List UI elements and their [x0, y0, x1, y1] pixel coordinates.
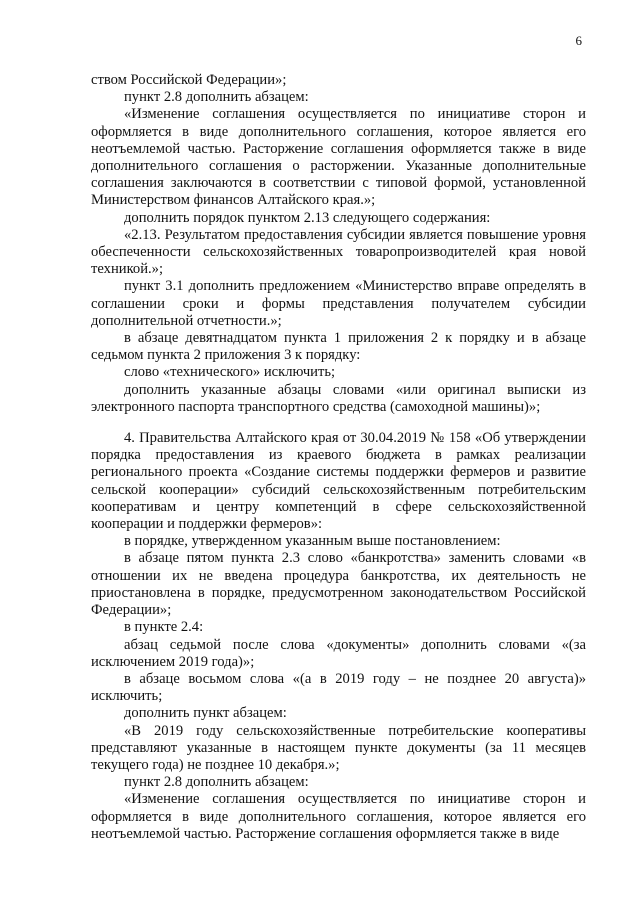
paragraph: «В 2019 году сельскохозяйственные потребительские кооперативы представляют указанные в настоящем пункте документы (за 11 месяцев текущего года) не позднее 10 декабря.»; — [91, 722, 586, 773]
paragraph: пункт 2.8 дополнить абзацем: — [124, 89, 309, 106]
paragraph: «Изменение соглашения осуществляется по инициативе сторон и оформляется в виде дополнительного соглашения, которое является его неотъемлемой частью. Расторжение соглашения оформляется также в виде дополнительного соглашения о расторжении. Указанные дополнительные соглашения заключаются в соответствии с типовой формой, установленной Министерством финансов Алтайского края.»; — [91, 106, 586, 209]
paragraph: «2.13. Результатом предоставления субсидии является повышение уровня обеспеченности сельскохозяйственных товаропроизводителей края новой техникой.»; — [91, 226, 586, 278]
paragraph: 4. Правительства Алтайского края от 30.04.2019 № 158 «Об утверждении порядка предоставления из краевого бюджета в рамках реализации регионального проекта «Создание системы поддержки фермеров и развитие сельской кооперации» субсидий сельскохозяйственным потребительским кооперативам и центру компетенций в сфере сельскохозяйственной кооперации и поддержки фермеров»: — [91, 430, 586, 533]
paragraph: дополнить порядок пунктом 2.13 следующего содержания: — [124, 209, 491, 226]
paragraph: «Изменение соглашения осуществляется по инициативе сторон и оформляется в виде дополнительного соглашения, которое является его неотъемлемой частью. Расторжение соглашения оформляется также в виде — [91, 791, 586, 842]
paragraph: пункт 3.1 дополнить предложением «Министерство вправе определять в соглашении сроки и формы представления получателем субсидии дополнительной отчетности.»; — [91, 278, 586, 329]
paragraph: в порядке, утвержденном указанным выше постановлением: — [124, 533, 501, 550]
paragraph: в абзаце девятнадцатом пункта 1 приложения 2 к порядку и в абзаце седьмом пункта 2 приложения 3 к порядку: — [91, 330, 586, 364]
document-body — [91, 72, 586, 843]
paragraph: дополнить пункт абзацем: — [124, 705, 287, 722]
paragraph: в абзаце пятом пункта 2.3 слово «банкротства» заменить словами «в отношении их не введена процедура банкротства, их деятельность не приостановлена в порядке, предусмотренном законодательством Российской Федерации»; — [91, 550, 586, 619]
paragraph: слово «технического» исключить; — [124, 364, 336, 381]
paragraph: дополнить указанные абзацы словами «или оригинал выписки из электронного паспорта транспортного средства (самоходной машины)»; — [91, 381, 586, 415]
paragraph: в пункте 2.4: — [124, 619, 204, 636]
paragraph: пункт 2.8 дополнить абзацем: — [124, 774, 309, 791]
paragraph: ством Российской Федерации»; — [91, 72, 287, 88]
page-number: 6 — [575, 33, 582, 48]
paragraph: абзац седьмой после слова «документы» дополнить словами «(за исключением 2019 года)»; — [91, 636, 586, 670]
paragraph: в абзаце восьмом слова «(а в 2019 году – не позднее 20 августа)» исключить; — [91, 670, 586, 705]
